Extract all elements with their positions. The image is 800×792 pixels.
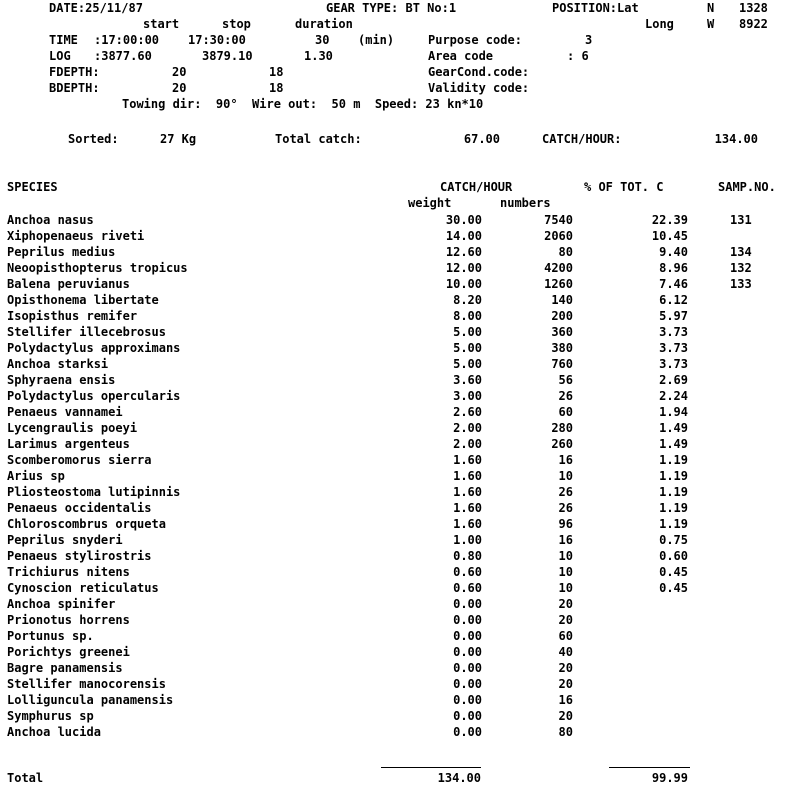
species-name: Trichiurus nitens (7, 565, 130, 579)
fdepth-stop: 18 (269, 65, 284, 79)
catch-weight: 3.00 (453, 389, 482, 403)
catch-weight: 1.60 (453, 485, 482, 499)
percent-of-total: 5.97 (659, 309, 688, 323)
weight-total-rule (381, 767, 481, 768)
species-name: Peprilus medius (7, 245, 116, 259)
catch-weight: 1.60 (453, 501, 482, 515)
species-name: Isopisthus remifer (7, 309, 138, 323)
species-name: Larimus argenteus (7, 437, 130, 451)
stop-column-label: stop (222, 17, 251, 31)
lat-hemisphere: N (707, 1, 715, 15)
total-catch-value: 67.00 (463, 132, 500, 146)
catch-numbers: 16 (558, 533, 573, 547)
purpose-code-label: Purpose code: (428, 33, 522, 47)
species-name: Opisthonema libertate (7, 293, 159, 307)
species-name: Anchoa starksi (7, 357, 109, 371)
sample-number: 134 (730, 245, 752, 259)
percent-of-total: 10.45 (651, 229, 688, 243)
catch-numbers: 140 (551, 293, 573, 307)
catch-numbers: 260 (551, 437, 573, 451)
sorted-value: 27 Kg (160, 132, 197, 146)
species-name: Arius sp (7, 469, 65, 483)
catch-numbers: 40 (558, 645, 573, 659)
fdepth-label: FDEPTH: (49, 65, 100, 79)
species-name: Peprilus snyderi (7, 533, 123, 547)
bdepth-stop: 18 (269, 81, 284, 95)
percent-of-total: 0.45 (659, 565, 688, 579)
time-duration: 30 (315, 33, 330, 47)
species-name: Scomberomorus sierra (7, 453, 152, 467)
catch-weight: 0.00 (453, 677, 482, 691)
catch-numbers: 20 (558, 709, 573, 723)
catch-weight: 2.60 (453, 405, 482, 419)
catch-weight: 0.00 (453, 709, 482, 723)
long-value: 8922 (739, 17, 768, 31)
time-stop: 17:30:00 (188, 33, 246, 47)
catch-numbers: 80 (558, 245, 573, 259)
duration-column-label: duration (295, 17, 353, 31)
catch-weight: 0.00 (453, 693, 482, 707)
catch-numbers: 10 (558, 469, 573, 483)
catch-hour-value: 134.00 (714, 132, 758, 146)
catch-weight: 2.00 (453, 421, 482, 435)
catch-numbers: 10 (558, 549, 573, 563)
species-name: Porichtys greenei (7, 645, 130, 659)
catch-weight: 12.00 (445, 261, 482, 275)
percent-of-total: 2.69 (659, 373, 688, 387)
species-name: Lycengraulis poeyi (7, 421, 138, 435)
species-name: Neoopisthopterus tropicus (7, 261, 188, 275)
species-name: Polydactylus opercularis (7, 389, 181, 403)
species-header: SPECIES (7, 180, 58, 194)
catch-weight: 0.00 (453, 629, 482, 643)
catch-weight: 1.60 (453, 469, 482, 483)
percent-of-total: 3.73 (659, 341, 688, 355)
catch-weight: 5.00 (453, 325, 482, 339)
species-name: Stellifer illecebrosus (7, 325, 166, 339)
catch-weight: 1.00 (453, 533, 482, 547)
catch-numbers: 26 (558, 485, 573, 499)
species-name: Chloroscombrus orqueta (7, 517, 166, 531)
catch-weight: 0.00 (453, 725, 482, 739)
catch-weight: 0.00 (453, 613, 482, 627)
catch-weight: 12.60 (445, 245, 482, 259)
time-start: :17:00:00 (94, 33, 160, 47)
gear-type: GEAR TYPE: BT No:1 (326, 1, 457, 15)
species-name: Penaeus occidentalis (7, 501, 152, 515)
species-name: Penaeus vannamei (7, 405, 123, 419)
catch-numbers: 56 (558, 373, 573, 387)
percent-of-total: 0.75 (659, 533, 688, 547)
catch-weight: 14.00 (445, 229, 482, 243)
catch-numbers: 20 (558, 677, 573, 691)
numbers-header: numbers (500, 196, 551, 210)
sample-number-header: SAMP.NO. (718, 180, 776, 194)
log-stop: 3879.10 (202, 49, 253, 63)
catch-weight: 0.80 (453, 549, 482, 563)
percent-of-total: 6.12 (659, 293, 688, 307)
catch-weight: 0.00 (453, 661, 482, 675)
catch-weight: 0.60 (453, 565, 482, 579)
log-distance: 1.30 (304, 49, 333, 63)
date-label: DATE:25/11/87 (49, 1, 143, 15)
catch-weight: 0.60 (453, 581, 482, 595)
bdepth-start: 20 (172, 81, 187, 95)
catch-numbers: 280 (551, 421, 573, 435)
catch-weight: 10.00 (445, 277, 482, 291)
percent-of-total: 22.39 (651, 213, 688, 227)
gearcond-label: GearCond.code: (428, 65, 530, 79)
species-name: Polydactylus approximans (7, 341, 181, 355)
catch-numbers: 26 (558, 389, 573, 403)
sample-number: 132 (730, 261, 752, 275)
time-unit: (min) (358, 33, 395, 47)
area-code-value: : 6 (567, 49, 589, 63)
catch-numbers: 96 (558, 517, 573, 531)
catch-numbers: 20 (558, 661, 573, 675)
percent-of-total: 1.19 (659, 485, 688, 499)
percent-of-total: 7.46 (659, 277, 688, 291)
long-hemisphere: W (707, 17, 715, 31)
catch-weight: 3.60 (453, 373, 482, 387)
percent-total-header: % OF TOT. C (584, 180, 664, 194)
total-percent: 99.99 (651, 771, 688, 785)
species-name: Stellifer manocorensis (7, 677, 166, 691)
species-name: Balena peruvianus (7, 277, 130, 291)
catch-weight: 8.20 (453, 293, 482, 307)
catch-numbers: 10 (558, 565, 573, 579)
species-name: Xiphopenaeus riveti (7, 229, 145, 243)
percent-of-total: 1.19 (659, 517, 688, 531)
catch-weight: 2.00 (453, 437, 482, 451)
catch-weight: 0.00 (453, 645, 482, 659)
catch-numbers: 10 (558, 581, 573, 595)
species-name: Prionotus horrens (7, 613, 130, 627)
catch-numbers: 16 (558, 453, 573, 467)
species-name: Anchoa lucida (7, 725, 101, 739)
time-label: TIME (49, 33, 78, 47)
fdepth-start: 20 (172, 65, 187, 79)
total-label: Total (7, 771, 44, 785)
sample-number: 131 (730, 213, 752, 227)
percent-of-total: 1.19 (659, 501, 688, 515)
catch-numbers: 60 (558, 629, 573, 643)
percent-of-total: 0.45 (659, 581, 688, 595)
catch-weight: 8.00 (453, 309, 482, 323)
catch-numbers: 20 (558, 613, 573, 627)
total-catch-label: Total catch: (275, 132, 362, 146)
sorted-label: Sorted: (68, 132, 119, 146)
species-name: Penaeus stylirostris (7, 549, 152, 563)
species-name: Pliosteostoma lutipinnis (7, 485, 181, 499)
weight-header: weight (408, 196, 452, 210)
catch-numbers: 26 (558, 501, 573, 515)
catch-weight: 1.60 (453, 517, 482, 531)
species-name: Bagre panamensis (7, 661, 123, 675)
position-label: POSITION:Lat (552, 1, 639, 15)
catch-weight: 5.00 (453, 341, 482, 355)
catch-hour-header: CATCH/HOUR (440, 180, 513, 194)
sample-number: 133 (730, 277, 752, 291)
catch-numbers: 80 (558, 725, 573, 739)
percent-of-total: 1.94 (659, 405, 688, 419)
catch-numbers: 200 (551, 309, 573, 323)
log-label: LOG (49, 49, 71, 63)
area-code-label: Area code (428, 49, 494, 63)
species-name: Cynoscion reticulatus (7, 581, 159, 595)
catch-numbers: 7540 (544, 213, 573, 227)
percent-total-rule (609, 767, 690, 768)
species-name: Symphurus sp (7, 709, 94, 723)
catch-numbers: 16 (558, 693, 573, 707)
long-label: Long (645, 17, 674, 31)
species-name: Lolliguncula panamensis (7, 693, 174, 707)
percent-of-total: 1.19 (659, 453, 688, 467)
catch-numbers: 760 (551, 357, 573, 371)
percent-of-total: 3.73 (659, 357, 688, 371)
validity-label: Validity code: (428, 81, 530, 95)
species-name: Anchoa spinifer (7, 597, 116, 611)
catch-numbers: 360 (551, 325, 573, 339)
purpose-code-value: 3 (585, 33, 593, 47)
percent-of-total: 1.49 (659, 421, 688, 435)
catch-weight: 30.00 (445, 213, 482, 227)
species-name: Anchoa nasus (7, 213, 94, 227)
catch-numbers: 2060 (544, 229, 573, 243)
catch-weight: 0.00 (453, 597, 482, 611)
start-column-label: start (143, 17, 180, 31)
percent-of-total: 9.40 (659, 245, 688, 259)
bdepth-label: BDEPTH: (49, 81, 100, 95)
catch-numbers: 20 (558, 597, 573, 611)
towing-info: Towing dir: 90° Wire out: 50 m Speed: 23 kn*10 (122, 97, 484, 111)
percent-of-total: 2.24 (659, 389, 688, 403)
total-weight: 134.00 (437, 771, 481, 785)
catch-numbers: 1260 (544, 277, 573, 291)
lat-value: 1328 (739, 1, 768, 15)
log-start: :3877.60 (94, 49, 152, 63)
catch-weight: 5.00 (453, 357, 482, 371)
catch-weight: 1.60 (453, 453, 482, 467)
catch-numbers: 4200 (544, 261, 573, 275)
catch-numbers: 380 (551, 341, 573, 355)
species-name: Sphyraena ensis (7, 373, 116, 387)
catch-hour-label: CATCH/HOUR: (542, 132, 622, 146)
percent-of-total: 1.19 (659, 469, 688, 483)
catch-numbers: 60 (558, 405, 573, 419)
percent-of-total: 0.60 (659, 549, 688, 563)
percent-of-total: 3.73 (659, 325, 688, 339)
species-name: Portunus sp. (7, 629, 94, 643)
percent-of-total: 8.96 (659, 261, 688, 275)
percent-of-total: 1.49 (659, 437, 688, 451)
